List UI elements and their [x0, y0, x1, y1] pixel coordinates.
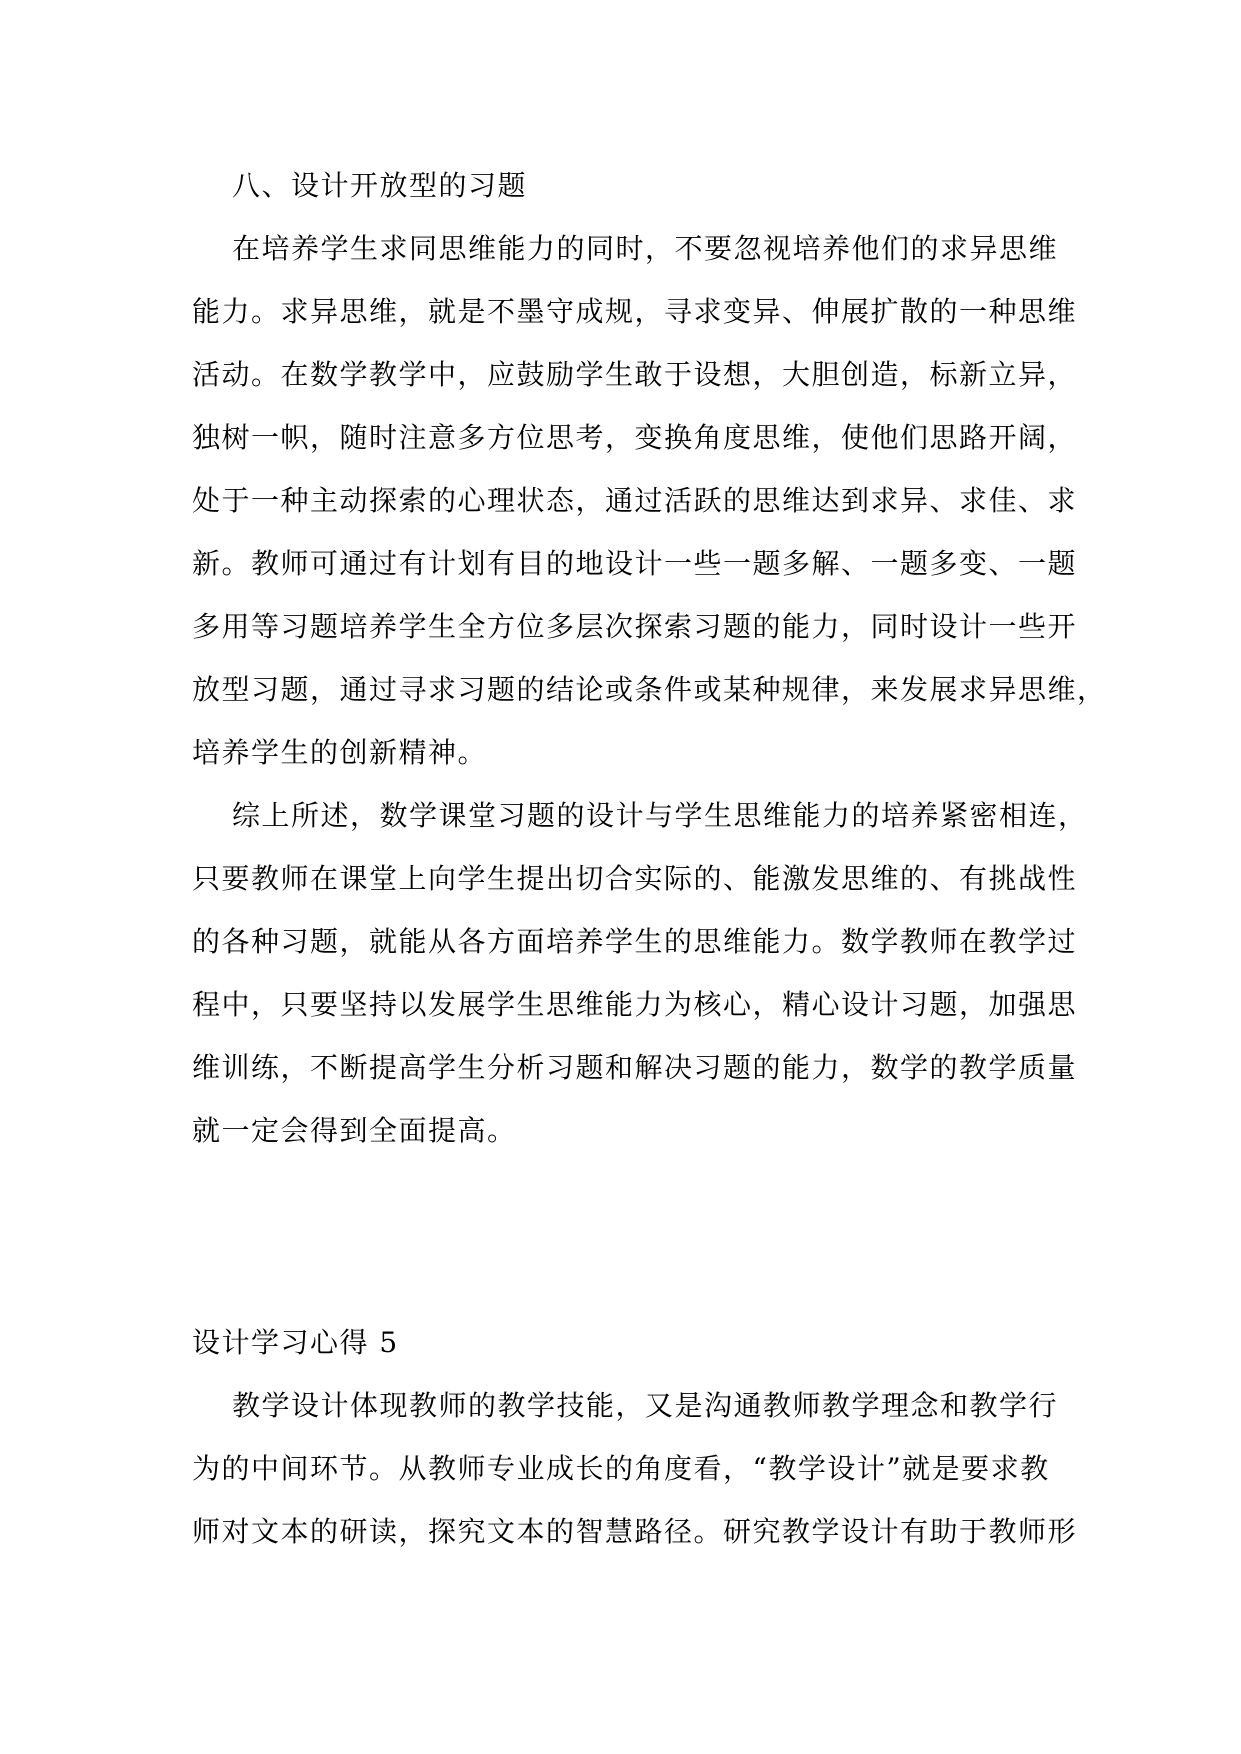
- paragraph-line: 师对文本的研读，探究文本的智慧路径。研究教学设计有助于教师形: [192, 1515, 1078, 1548]
- paragraph-line: 培养学生的创新精神。: [192, 736, 488, 769]
- paragraph-line: 在培养学生求同思维能力的同时，不要忽视培养他们的求异思维: [232, 232, 1059, 265]
- paragraph-line: 维训练，不断提高学生分析习题和解决习题的能力，数学的教学质量: [192, 1051, 1078, 1084]
- paragraph-line: 只要教师在课堂上向学生提出切合实际的、能激发思维的、有挑战性: [192, 862, 1078, 895]
- paragraph-line: 程中，只要坚持以发展学生思维能力为核心，精心设计习题，加强思: [192, 988, 1078, 1021]
- paragraph-line: 为的中间环节。从教师专业成长的角度看，“教学设计”就是要求教: [192, 1452, 1050, 1485]
- paragraph-line: 综上所述，数学课堂习题的设计与学生思维能力的培养紧密相连，: [232, 799, 1088, 832]
- paragraph-line: 教学设计体现教师的教学技能，又是沟通教师教学理念和教学行: [232, 1389, 1059, 1422]
- essay-title: 设计学习心得 5: [192, 1326, 399, 1359]
- paragraph-line: 新。教师可通过有计划有目的地设计一些一题多解、一题多变、一题: [192, 547, 1078, 580]
- paragraph-line: 的各种习题，就能从各方面培养学生的思维能力。数学教师在教学过: [192, 925, 1078, 958]
- paragraph-line: 放型习题，通过寻求习题的结论或条件或某种规律，来发展求异思维，: [192, 673, 1107, 706]
- paragraph-line: 独树一帜，随时注意多方位思考，变换角度思维，使他们思路开阔，: [192, 421, 1078, 454]
- section-heading: 八、设计开放型的习题: [232, 169, 528, 202]
- paragraph-line: 就一定会得到全面提高。: [192, 1114, 517, 1147]
- paragraph-line: 多用等习题培养学生全方位多层次探索习题的能力，同时设计一些开: [192, 610, 1078, 643]
- paragraph-line: 处于一种主动探索的心理状态，通过活跃的思维达到求异、求佳、求: [192, 484, 1078, 517]
- paragraph-line: 活动。在数学教学中，应鼓励学生敢于设想，大胆创造，标新立异，: [192, 358, 1078, 391]
- paragraph-line: 能力。求异思维，就是不墨守成规，寻求变异、伸展扩散的一种思维: [192, 295, 1078, 328]
